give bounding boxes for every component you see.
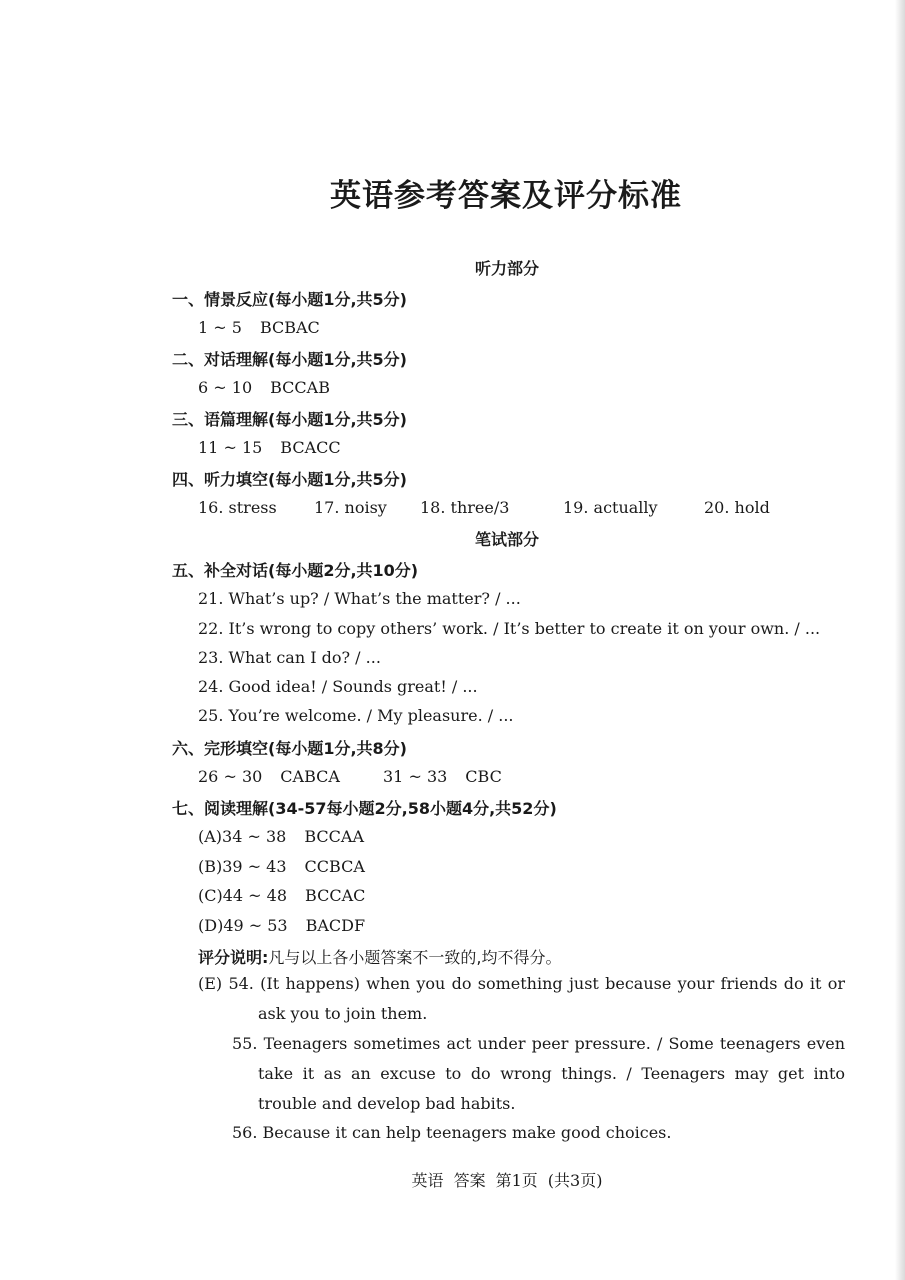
section-7-e-54: [198, 969, 845, 1029]
footer-page: 第1页: [495, 1171, 538, 1190]
section-1-range: 1 ~ 5: [198, 318, 242, 337]
section-7-b-range: (B)39 ~ 43: [198, 857, 287, 876]
section-7-b-key: CCBCA: [304, 857, 365, 876]
section-5-item-22: 22. It’s wrong to copy others’ work. / It’s better to create it on your own. / ...: [198, 619, 821, 638]
section-6-range-2: 31 ~ 33: [383, 767, 448, 786]
section-7-a-answers: [198, 827, 364, 846]
section-7-e-55: [232, 1029, 845, 1119]
section-4-item-20: 20. hold: [704, 498, 770, 517]
page-footer: [0, 1168, 905, 1191]
section-5-item-24: 24. Good idea! / Sounds great! / ...: [198, 677, 478, 696]
footer-total: (共3页): [547, 1171, 603, 1190]
scoring-note-text: 凡与以上各小题答案不一致的,均不得分。: [268, 948, 562, 967]
listening-part-heading: 听力部分: [474, 259, 539, 278]
section-3-heading: 三、语篇理解(每小题1分,共5分): [172, 410, 407, 429]
section-7-e-54-text: (E) 54. (It happens) when you do something just because your friends do it or ask you to join them.: [198, 974, 845, 1023]
section-5-item-21: 21. What’s up? / What’s the matter? / ...: [198, 589, 521, 608]
section-7-e-56: 56. Because it can help teenagers make good choices.: [232, 1123, 672, 1142]
section-2-heading: 二、对话理解(每小题1分,共5分): [172, 350, 407, 369]
section-7-d-answers: [198, 916, 365, 935]
section-7-c-answers: [198, 886, 365, 905]
section-4-item-17: 17. noisy: [314, 498, 387, 517]
section-7-c-range: (C)44 ~ 48: [198, 886, 288, 905]
section-1-heading: 一、情景反应(每小题1分,共5分): [172, 290, 407, 309]
section-7-b-answers: [198, 857, 365, 876]
section-4-item-18: 18. three/3: [420, 498, 510, 517]
section-7-e-55-text: 55. Teenagers sometimes act under peer pressure. / Some teenagers even take it as an excuse to do wrong things. / Teenagers may get into trouble and develop bad habits.: [232, 1034, 845, 1113]
section-7-a-range: (A)34 ~ 38: [198, 827, 287, 846]
section-4-item-16: 16. stress: [198, 498, 277, 517]
section-2-range: 6 ~ 10: [198, 378, 253, 397]
section-3-answers: [198, 438, 341, 457]
section-6-key-1: CABCA: [280, 767, 340, 786]
section-5-item-23: 23. What can I do? / ...: [198, 648, 381, 667]
writing-part-heading: 笔试部分: [474, 530, 539, 549]
page-title: 英语参考答案及评分标准: [330, 178, 682, 214]
section-6-heading: 六、完形填空(每小题1分,共8分): [172, 739, 407, 758]
section-4-heading: 四、听力填空(每小题1分,共5分): [172, 470, 407, 489]
section-2-key: BCCAB: [270, 378, 330, 397]
scoring-note-label: 评分说明:: [198, 948, 269, 967]
section-5-heading: 五、补全对话(每小题2分,共10分): [172, 561, 419, 580]
section-7-c-key: BCCAC: [305, 886, 366, 905]
section-6-answers-1: [198, 767, 340, 786]
section-7-d-key: BACDF: [305, 916, 366, 935]
section-3-key: BCACC: [280, 438, 341, 457]
section-6-key-2: CBC: [465, 767, 502, 786]
scoring-note: [198, 945, 562, 968]
section-7-a-key: BCCAA: [304, 827, 364, 846]
section-7-heading: 七、阅读理解(34-57每小题2分,58小题4分,共52分): [172, 799, 557, 818]
section-6-answers-2: [383, 767, 502, 786]
section-6-range-1: 26 ~ 30: [198, 767, 263, 786]
section-4-item-19: 19. actually: [563, 498, 658, 517]
section-1-key: BCBAC: [259, 318, 320, 337]
section-2-answers: [198, 378, 330, 397]
footer-subject: 英语: [411, 1171, 444, 1190]
section-5-item-25: 25. You’re welcome. / My pleasure. / ...: [198, 706, 514, 725]
footer-type: 答案: [453, 1171, 486, 1190]
section-3-range: 11 ~ 15: [198, 438, 263, 457]
section-1-answers: [198, 318, 320, 337]
section-7-d-range: (D)49 ~ 53: [198, 916, 288, 935]
